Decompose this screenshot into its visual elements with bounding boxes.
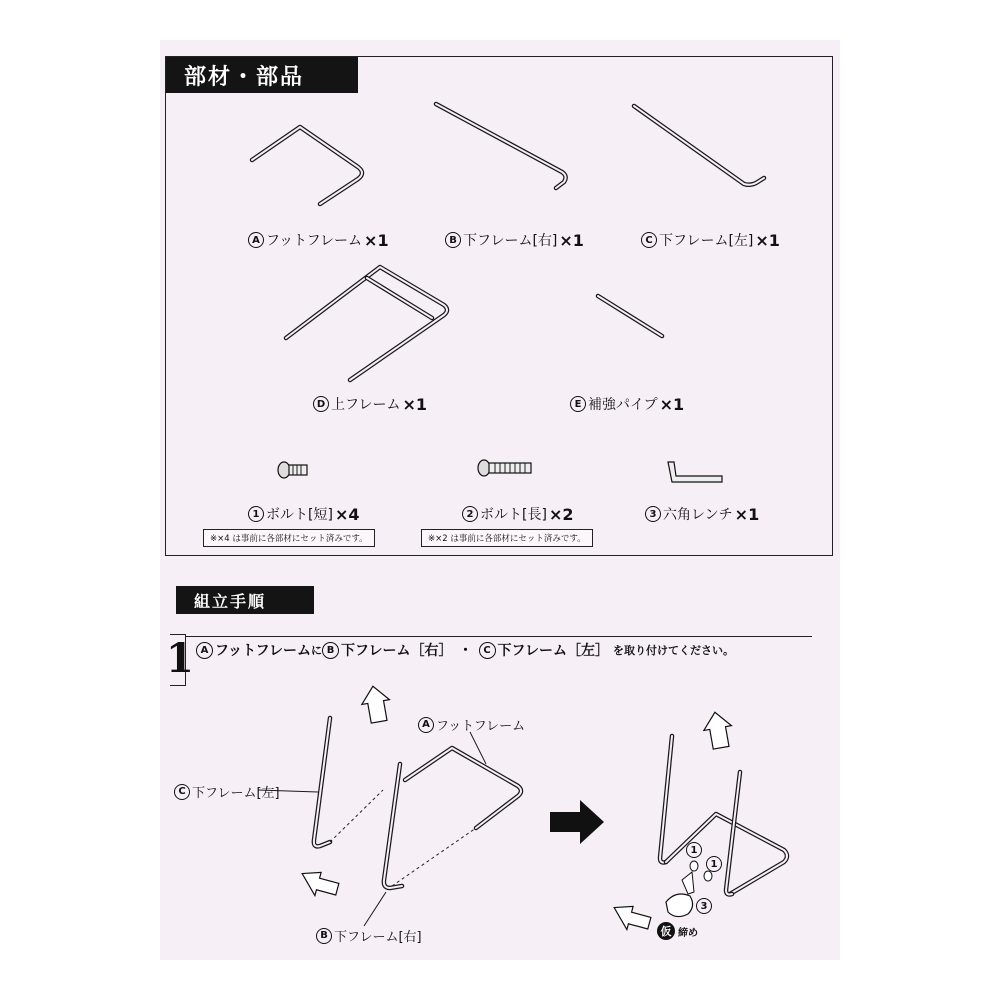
part-a-mark: A bbox=[248, 232, 264, 248]
kari-text: 締め bbox=[678, 927, 698, 939]
part-e-qty: ×1 bbox=[659, 394, 685, 414]
bolt-long-mark: 2 bbox=[462, 506, 478, 522]
instr-mark-c: C bbox=[479, 642, 496, 659]
diag-bolt1-mark-b: 1 bbox=[706, 856, 722, 872]
instr-sep: ・ bbox=[458, 643, 473, 659]
instr-tail: を取り付けてください。 bbox=[612, 644, 734, 657]
diag-bolt1-label-b bbox=[706, 856, 724, 872]
part-c-mark: C bbox=[641, 232, 657, 248]
steps-section-title: 組立手順 bbox=[176, 586, 314, 614]
bolt-short-label bbox=[248, 504, 359, 524]
bolt-short-name: ボルト[短] bbox=[266, 507, 333, 523]
part-e-label bbox=[570, 394, 684, 414]
part-b-mark: B bbox=[445, 232, 461, 248]
instr-c-text: 下フレーム［左］ bbox=[497, 643, 609, 659]
diag-mark-a: A bbox=[418, 717, 434, 733]
part-d-mark: D bbox=[313, 396, 329, 412]
step1-instruction bbox=[196, 640, 734, 660]
temporary-tighten-badge bbox=[657, 922, 698, 940]
part-b-label bbox=[445, 230, 584, 250]
diag-foot-text: フットフレーム bbox=[436, 719, 526, 734]
instr-mark-a: A bbox=[196, 642, 213, 659]
parts-section-title: 部材・部品 bbox=[166, 57, 358, 93]
part-e-name: 補強パイプ bbox=[588, 397, 658, 413]
diag-wrench-label bbox=[696, 898, 714, 914]
bolt-short-qty: ×4 bbox=[334, 504, 360, 524]
instr-a-text: フットフレーム bbox=[215, 643, 312, 659]
step-number: 1 bbox=[166, 635, 194, 682]
diag-label-foot-frame bbox=[418, 715, 525, 734]
diag-label-lower-left bbox=[174, 782, 280, 801]
instr-mark-b: B bbox=[322, 642, 339, 659]
hex-wrench-name: 六角レンチ bbox=[663, 507, 733, 523]
step-divider bbox=[186, 636, 812, 637]
diag-right-text: 下フレーム[右] bbox=[334, 930, 422, 945]
diag-mark-b: B bbox=[316, 928, 332, 944]
part-b-name: 下フレーム[右] bbox=[463, 233, 558, 249]
diag-bolt1-label-a bbox=[686, 842, 704, 858]
hex-wrench-label bbox=[645, 504, 759, 524]
part-d-qty: ×1 bbox=[402, 394, 427, 414]
diag-wrench-mark: 3 bbox=[696, 898, 712, 914]
part-d-name: 上フレーム bbox=[331, 397, 401, 413]
bolt-short-mark: 1 bbox=[248, 506, 264, 522]
part-a-qty: ×1 bbox=[364, 230, 389, 250]
parts-box bbox=[165, 56, 833, 556]
note-bolt-short: ※×4 は事前に各部材にセット済みです。 bbox=[203, 529, 375, 547]
part-c-qty: ×1 bbox=[755, 230, 780, 250]
part-c-label bbox=[641, 230, 780, 250]
part-c-name: 下フレーム[左] bbox=[659, 233, 754, 249]
bolt-long-qty: ×2 bbox=[548, 504, 574, 524]
bolt-long-name: ボルト[長] bbox=[480, 507, 547, 523]
part-e-mark: E bbox=[570, 396, 586, 412]
part-a-label bbox=[248, 230, 389, 250]
part-a-name: フットフレーム bbox=[266, 233, 363, 249]
diag-left-text: 下フレーム[左] bbox=[192, 786, 280, 801]
hex-wrench-qty: ×1 bbox=[734, 504, 760, 524]
diag-bolt1-mark-a: 1 bbox=[686, 842, 702, 858]
instr-ni: に bbox=[311, 644, 323, 657]
diag-label-lower-right bbox=[316, 926, 422, 945]
diag-mark-c: C bbox=[174, 784, 190, 800]
note-bolt-long: ※×2 は事前に各部材にセット済みです。 bbox=[421, 529, 593, 547]
kari-icon: 仮 bbox=[657, 922, 675, 940]
bolt-long-label bbox=[462, 504, 573, 524]
instr-b-text: 下フレーム［右］ bbox=[341, 643, 453, 659]
hex-wrench-mark: 3 bbox=[645, 506, 661, 522]
part-b-qty: ×1 bbox=[559, 230, 584, 250]
part-d-label bbox=[313, 394, 427, 414]
